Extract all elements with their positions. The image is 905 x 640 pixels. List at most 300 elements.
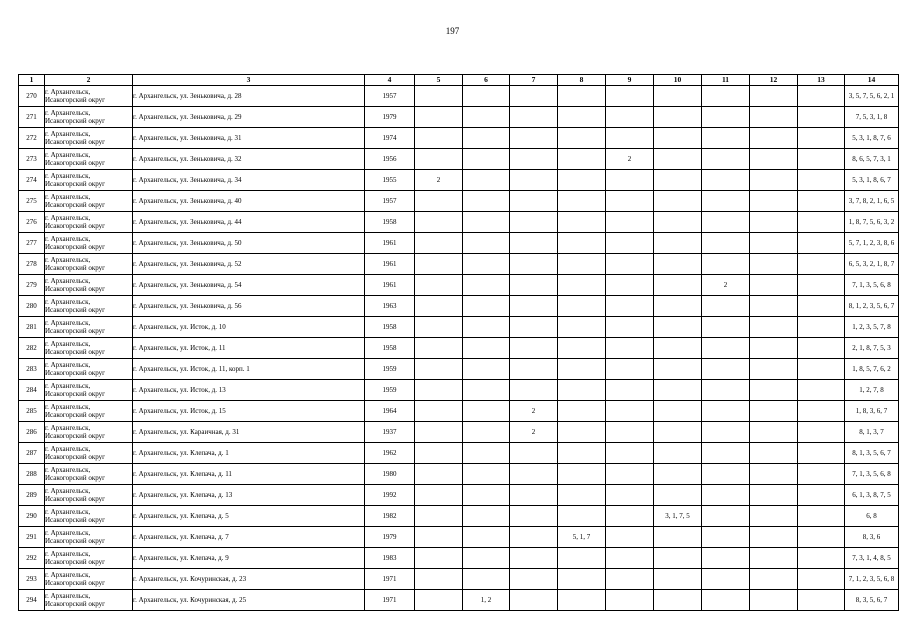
col-8-cell: 5, 1, 7	[558, 527, 606, 548]
col-13-cell	[798, 275, 845, 296]
district-cell: г. Архангельск, Исакогорский округ	[45, 443, 133, 464]
col-11-cell: 2	[702, 275, 750, 296]
col-12-cell	[750, 191, 798, 212]
col-6-cell	[463, 233, 510, 254]
address-cell: г. Архангельск, ул. Зеньковича, д. 44	[133, 212, 365, 233]
col-9-cell	[606, 422, 654, 443]
col-10-cell	[654, 527, 702, 548]
col-13-cell	[798, 86, 845, 107]
table-row	[19, 527, 899, 548]
address-cell: г. Архангельск, ул. Клепача, д. 5	[133, 506, 365, 527]
row-number-cell: 270	[19, 86, 45, 107]
col-8-cell	[558, 443, 606, 464]
row-number-cell: 271	[19, 107, 45, 128]
col-11-cell	[702, 359, 750, 380]
col-14-cell: 6, 8	[845, 506, 899, 527]
col-10-cell	[654, 548, 702, 569]
year-cell: 1979	[365, 107, 415, 128]
address-cell: г. Архангельск, ул. Клепача, д. 9	[133, 548, 365, 569]
col-9-cell	[606, 380, 654, 401]
address-cell: г. Архангельск, ул. Зеньковича, д. 29	[133, 107, 365, 128]
col-10-cell	[654, 275, 702, 296]
address-cell: г. Архангельск, ул. Исток, д. 11	[133, 338, 365, 359]
col-11-cell	[702, 170, 750, 191]
col-14-cell: 5, 3, 1, 8, 6, 7	[845, 170, 899, 191]
col-6-cell	[463, 170, 510, 191]
col-12-cell	[750, 149, 798, 170]
col-9-cell	[606, 401, 654, 422]
col-7-cell	[510, 527, 558, 548]
col-6-cell	[463, 212, 510, 233]
col-7-cell	[510, 275, 558, 296]
col-6-cell	[463, 464, 510, 485]
col-10-cell	[654, 254, 702, 275]
col-6-cell	[463, 506, 510, 527]
col-11-cell	[702, 212, 750, 233]
col-13-cell	[798, 359, 845, 380]
district-cell: г. Архангельск, Исакогорский округ	[45, 548, 133, 569]
col-13-cell	[798, 170, 845, 191]
year-cell: 1937	[365, 422, 415, 443]
col-12-cell	[750, 464, 798, 485]
col-14-cell: 5, 3, 1, 8, 7, 6	[845, 128, 899, 149]
col-13-cell	[798, 506, 845, 527]
row-number-cell: 281	[19, 317, 45, 338]
col-14-cell: 6, 5, 3, 2, 1, 8, 7	[845, 254, 899, 275]
col-11-cell	[702, 401, 750, 422]
col-7-cell	[510, 338, 558, 359]
district-cell: г. Архангельск, Исакогорский округ	[45, 590, 133, 611]
col-13-cell	[798, 149, 845, 170]
col-8-cell	[558, 170, 606, 191]
col-6-cell	[463, 296, 510, 317]
col-5-cell	[415, 86, 463, 107]
col-6-cell	[463, 380, 510, 401]
col-13-cell	[798, 107, 845, 128]
col-11-cell	[702, 233, 750, 254]
col-11-cell	[702, 338, 750, 359]
table-row	[19, 338, 899, 359]
col-9-cell	[606, 212, 654, 233]
col-13-cell	[798, 401, 845, 422]
year-cell: 1982	[365, 506, 415, 527]
col-9-cell: 2	[606, 149, 654, 170]
address-cell: г. Архангельск, ул. Зеньковича, д. 50	[133, 233, 365, 254]
address-cell: г. Архангельск, ул. Клепача, д. 7	[133, 527, 365, 548]
col-14-cell: 1, 8, 3, 6, 7	[845, 401, 899, 422]
row-number-cell: 285	[19, 401, 45, 422]
col-14-cell: 8, 1, 3, 7	[845, 422, 899, 443]
col-7-cell	[510, 380, 558, 401]
col-13-cell	[798, 485, 845, 506]
table-row	[19, 296, 899, 317]
col-13-cell	[798, 128, 845, 149]
column-header: 14	[845, 75, 899, 86]
col-5-cell	[415, 506, 463, 527]
year-cell: 1958	[365, 317, 415, 338]
col-13-cell	[798, 464, 845, 485]
col-12-cell	[750, 233, 798, 254]
address-cell: г. Архангельск, ул. Кочуринская, д. 23	[133, 569, 365, 590]
col-6-cell	[463, 191, 510, 212]
col-13-cell	[798, 254, 845, 275]
row-number-cell: 283	[19, 359, 45, 380]
row-number-cell: 290	[19, 506, 45, 527]
year-cell: 1974	[365, 128, 415, 149]
col-9-cell	[606, 254, 654, 275]
col-5-cell	[415, 233, 463, 254]
district-cell: г. Архангельск, Исакогорский округ	[45, 338, 133, 359]
col-10-cell	[654, 485, 702, 506]
year-cell: 1958	[365, 338, 415, 359]
year-cell: 1961	[365, 254, 415, 275]
year-cell: 1959	[365, 380, 415, 401]
district-cell: г. Архангельск, Исакогорский округ	[45, 359, 133, 380]
address-cell: г. Архангельск, ул. Исток, д. 15	[133, 401, 365, 422]
col-11-cell	[702, 107, 750, 128]
col-10-cell: 3, 1, 7, 5	[654, 506, 702, 527]
address-cell: г. Архангельск, ул. Клепача, д. 11	[133, 464, 365, 485]
col-8-cell	[558, 86, 606, 107]
district-cell: г. Архангельск, Исакогорский округ	[45, 275, 133, 296]
col-6-cell	[463, 317, 510, 338]
col-13-cell	[798, 296, 845, 317]
column-header: 8	[558, 75, 606, 86]
col-14-cell: 8, 3, 6	[845, 527, 899, 548]
col-13-cell	[798, 191, 845, 212]
col-11-cell	[702, 380, 750, 401]
col-6-cell	[463, 527, 510, 548]
district-cell: г. Архангельск, Исакогорский округ	[45, 233, 133, 254]
col-8-cell	[558, 422, 606, 443]
col-9-cell	[606, 548, 654, 569]
registry-table	[18, 74, 899, 611]
col-9-cell	[606, 107, 654, 128]
table-row	[19, 443, 899, 464]
col-8-cell	[558, 569, 606, 590]
col-8-cell	[558, 212, 606, 233]
col-6-cell	[463, 254, 510, 275]
table-row	[19, 212, 899, 233]
year-cell: 1958	[365, 212, 415, 233]
col-9-cell	[606, 128, 654, 149]
address-cell: г. Архангельск, ул. Исток, д. 13	[133, 380, 365, 401]
col-10-cell	[654, 464, 702, 485]
col-12-cell	[750, 338, 798, 359]
col-8-cell	[558, 401, 606, 422]
col-9-cell	[606, 191, 654, 212]
col-12-cell	[750, 485, 798, 506]
col-12-cell	[750, 380, 798, 401]
col-11-cell	[702, 506, 750, 527]
col-11-cell	[702, 443, 750, 464]
col-14-cell: 7, 1, 3, 5, 6, 8	[845, 275, 899, 296]
col-7-cell	[510, 191, 558, 212]
column-header: 1	[19, 75, 45, 86]
col-13-cell	[798, 527, 845, 548]
table-row	[19, 380, 899, 401]
col-8-cell	[558, 464, 606, 485]
col-13-cell	[798, 590, 845, 611]
col-13-cell	[798, 569, 845, 590]
table-row	[19, 548, 899, 569]
col-5-cell	[415, 191, 463, 212]
district-cell: г. Архангельск, Исакогорский округ	[45, 86, 133, 107]
col-12-cell	[750, 506, 798, 527]
district-cell: г. Архангельск, Исакогорский округ	[45, 527, 133, 548]
table-row	[19, 149, 899, 170]
year-cell: 1961	[365, 275, 415, 296]
table-row	[19, 359, 899, 380]
col-5-cell	[415, 359, 463, 380]
address-cell: г. Архангельск, ул. Клепача, д. 13	[133, 485, 365, 506]
col-5-cell	[415, 212, 463, 233]
col-13-cell	[798, 443, 845, 464]
address-cell: г. Архангельск, ул. Караичная, д. 31	[133, 422, 365, 443]
col-8-cell	[558, 296, 606, 317]
address-cell: г. Архангельск, ул. Кочуринская, д. 25	[133, 590, 365, 611]
col-14-cell: 8, 1, 2, 3, 5, 6, 7	[845, 296, 899, 317]
address-cell: г. Архангельск, ул. Зеньковича, д. 52	[133, 254, 365, 275]
col-14-cell: 1, 8, 7, 5, 6, 3, 2	[845, 212, 899, 233]
col-9-cell	[606, 590, 654, 611]
col-12-cell	[750, 548, 798, 569]
col-8-cell	[558, 149, 606, 170]
table-row	[19, 401, 899, 422]
col-11-cell	[702, 191, 750, 212]
col-10-cell	[654, 191, 702, 212]
col-7-cell	[510, 296, 558, 317]
table-row	[19, 170, 899, 191]
col-9-cell	[606, 443, 654, 464]
col-9-cell	[606, 86, 654, 107]
year-cell: 1980	[365, 464, 415, 485]
col-6-cell	[463, 86, 510, 107]
district-cell: г. Архангельск, Исакогорский округ	[45, 254, 133, 275]
col-9-cell	[606, 317, 654, 338]
row-number-cell: 276	[19, 212, 45, 233]
col-10-cell	[654, 296, 702, 317]
col-9-cell	[606, 527, 654, 548]
col-6-cell	[463, 548, 510, 569]
col-8-cell	[558, 590, 606, 611]
district-cell: г. Архангельск, Исакогорский округ	[45, 170, 133, 191]
col-12-cell	[750, 443, 798, 464]
col-6-cell	[463, 338, 510, 359]
col-11-cell	[702, 149, 750, 170]
col-12-cell	[750, 527, 798, 548]
address-cell: г. Архангельск, ул. Клепача, д. 1	[133, 443, 365, 464]
column-header: 11	[702, 75, 750, 86]
district-cell: г. Архангельск, Исакогорский округ	[45, 317, 133, 338]
row-number-cell: 284	[19, 380, 45, 401]
col-14-cell: 1, 8, 5, 7, 6, 2	[845, 359, 899, 380]
row-number-cell: 278	[19, 254, 45, 275]
col-10-cell	[654, 401, 702, 422]
col-11-cell	[702, 86, 750, 107]
col-6-cell	[463, 422, 510, 443]
col-5-cell	[415, 380, 463, 401]
district-cell: г. Архангельск, Исакогорский округ	[45, 464, 133, 485]
column-header: 3	[133, 75, 365, 86]
col-6-cell	[463, 359, 510, 380]
year-cell: 1963	[365, 296, 415, 317]
col-10-cell	[654, 359, 702, 380]
col-7-cell	[510, 170, 558, 191]
year-cell: 1971	[365, 569, 415, 590]
col-8-cell	[558, 275, 606, 296]
col-8-cell	[558, 359, 606, 380]
table-row	[19, 107, 899, 128]
col-10-cell	[654, 422, 702, 443]
col-12-cell	[750, 590, 798, 611]
col-5-cell	[415, 107, 463, 128]
col-12-cell	[750, 212, 798, 233]
col-9-cell	[606, 359, 654, 380]
col-8-cell	[558, 128, 606, 149]
table-row	[19, 422, 899, 443]
address-cell: г. Архангельск, ул. Зеньковича, д. 56	[133, 296, 365, 317]
col-7-cell	[510, 317, 558, 338]
table-row	[19, 569, 899, 590]
address-cell: г. Архангельск, ул. Зеньковича, д. 31	[133, 128, 365, 149]
col-10-cell	[654, 128, 702, 149]
col-13-cell	[798, 233, 845, 254]
col-14-cell: 7, 3, 1, 4, 8, 5	[845, 548, 899, 569]
col-7-cell	[510, 590, 558, 611]
col-12-cell	[750, 422, 798, 443]
col-14-cell: 5, 7, 1, 2, 3, 8, 6	[845, 233, 899, 254]
year-cell: 1957	[365, 191, 415, 212]
col-10-cell	[654, 380, 702, 401]
year-cell: 1959	[365, 359, 415, 380]
col-5-cell	[415, 401, 463, 422]
col-7-cell	[510, 443, 558, 464]
year-cell: 1992	[365, 485, 415, 506]
address-cell: г. Архангельск, ул. Зеньковича, д. 54	[133, 275, 365, 296]
year-cell: 1961	[365, 233, 415, 254]
district-cell: г. Архангельск, Исакогорский округ	[45, 569, 133, 590]
col-11-cell	[702, 527, 750, 548]
col-6-cell: 1, 2	[463, 590, 510, 611]
col-11-cell	[702, 485, 750, 506]
table-row	[19, 506, 899, 527]
row-number-cell: 274	[19, 170, 45, 191]
col-5-cell	[415, 128, 463, 149]
row-number-cell: 280	[19, 296, 45, 317]
district-cell: г. Архангельск, Исакогорский округ	[45, 149, 133, 170]
col-5-cell	[415, 569, 463, 590]
year-cell: 1957	[365, 86, 415, 107]
col-14-cell: 6, 1, 3, 8, 7, 5	[845, 485, 899, 506]
row-number-cell: 292	[19, 548, 45, 569]
table-row	[19, 191, 899, 212]
column-header: 10	[654, 75, 702, 86]
col-11-cell	[702, 464, 750, 485]
address-cell: г. Архангельск, ул. Зеньковича, д. 28	[133, 86, 365, 107]
col-9-cell	[606, 464, 654, 485]
col-10-cell	[654, 317, 702, 338]
col-10-cell	[654, 149, 702, 170]
col-7-cell	[510, 86, 558, 107]
col-12-cell	[750, 107, 798, 128]
col-5-cell	[415, 443, 463, 464]
row-number-cell: 291	[19, 527, 45, 548]
col-5-cell	[415, 338, 463, 359]
col-14-cell: 8, 3, 5, 6, 7	[845, 590, 899, 611]
col-5-cell	[415, 149, 463, 170]
col-8-cell	[558, 254, 606, 275]
col-8-cell	[558, 506, 606, 527]
col-6-cell	[463, 107, 510, 128]
col-13-cell	[798, 380, 845, 401]
col-8-cell	[558, 107, 606, 128]
col-11-cell	[702, 254, 750, 275]
year-cell: 1979	[365, 527, 415, 548]
col-7-cell	[510, 128, 558, 149]
col-12-cell	[750, 359, 798, 380]
table-row	[19, 254, 899, 275]
col-7-cell	[510, 149, 558, 170]
district-cell: г. Архангельск, Исакогорский округ	[45, 212, 133, 233]
col-7-cell	[510, 107, 558, 128]
col-6-cell	[463, 149, 510, 170]
col-12-cell	[750, 401, 798, 422]
col-5-cell: 2	[415, 170, 463, 191]
col-10-cell	[654, 590, 702, 611]
row-number-cell: 289	[19, 485, 45, 506]
col-10-cell	[654, 338, 702, 359]
district-cell: г. Архангельск, Исакогорский округ	[45, 401, 133, 422]
row-number-cell: 277	[19, 233, 45, 254]
col-8-cell	[558, 317, 606, 338]
district-cell: г. Архангельск, Исакогорский округ	[45, 485, 133, 506]
col-14-cell: 7, 1, 2, 3, 5, 6, 8	[845, 569, 899, 590]
column-header: 6	[463, 75, 510, 86]
col-9-cell	[606, 485, 654, 506]
column-header: 13	[798, 75, 845, 86]
col-9-cell	[606, 275, 654, 296]
col-9-cell	[606, 338, 654, 359]
row-number-cell: 272	[19, 128, 45, 149]
address-cell: г. Архангельск, ул. Исток, д. 11, корп. 1	[133, 359, 365, 380]
column-header: 4	[365, 75, 415, 86]
col-7-cell	[510, 254, 558, 275]
col-7-cell	[510, 548, 558, 569]
col-8-cell	[558, 233, 606, 254]
col-7-cell	[510, 233, 558, 254]
col-9-cell	[606, 296, 654, 317]
col-8-cell	[558, 485, 606, 506]
col-6-cell	[463, 128, 510, 149]
year-cell: 1964	[365, 401, 415, 422]
col-7-cell	[510, 359, 558, 380]
col-12-cell	[750, 254, 798, 275]
col-11-cell	[702, 128, 750, 149]
column-header: 2	[45, 75, 133, 86]
col-6-cell	[463, 443, 510, 464]
col-12-cell	[750, 296, 798, 317]
district-cell: г. Архангельск, Исакогорский округ	[45, 107, 133, 128]
address-cell: г. Архангельск, ул. Зеньковича, д. 40	[133, 191, 365, 212]
col-14-cell: 2, 1, 8, 7, 5, 3	[845, 338, 899, 359]
district-cell: г. Архангельск, Исакогорский округ	[45, 380, 133, 401]
col-8-cell	[558, 380, 606, 401]
col-10-cell	[654, 86, 702, 107]
col-5-cell	[415, 275, 463, 296]
col-10-cell	[654, 212, 702, 233]
col-5-cell	[415, 317, 463, 338]
